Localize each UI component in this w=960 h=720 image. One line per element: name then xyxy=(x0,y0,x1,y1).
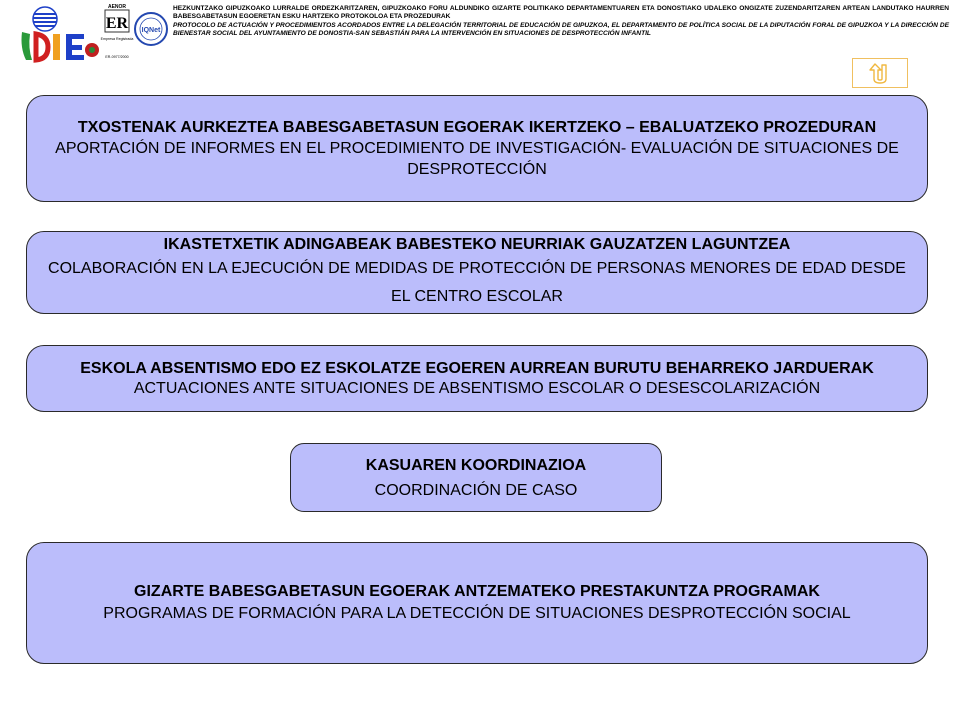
box-title: TXOSTENAK AURKEZTEA BABESGABETASUN EGOERAK IKERTZEKO – EBALUATZEKO PROZEDURAN xyxy=(77,119,877,136)
aenor-caption: Empresa Registrada xyxy=(100,37,134,41)
aenor-mark-text: ER xyxy=(105,15,129,32)
box-absentismo-escolar[interactable] xyxy=(26,345,928,412)
return-arrow-icon xyxy=(867,61,893,85)
box-subtitle: ACTUACIONES ANTE SITUACIONES DE ABSENTISMO ESCOLAR O DESESCOLARIZACIÓN xyxy=(133,379,821,397)
box-medidas-proteccion[interactable] xyxy=(26,231,928,314)
iqnet-logo xyxy=(134,12,168,46)
box-title: ESKOLA ABSENTISMO EDO EZ ESKOLATZE EGOEREN AURREAN BURUTU BEHARREKO JARDUERAK xyxy=(80,359,874,377)
box-title: IKASTETXETIK ADINGABEAK BABESTEKO NEURRIAK GAUZATZEN LAGUNTZEA xyxy=(163,236,791,253)
aenor-logo xyxy=(100,2,134,60)
box-title: KASUAREN KOORDINAZIOA xyxy=(365,456,587,474)
iqnet-text: IQNet xyxy=(141,27,161,34)
box-programas-formacion[interactable] xyxy=(26,542,928,664)
header-text xyxy=(173,5,949,39)
box-subtitle: APORTACIÓN DE INFORMES EN EL PROCEDIMIENTO DE INVESTIGACIÓN- EVALUACIÓN DE SITUACIONES DE DESPROTECCIÓN xyxy=(55,140,899,178)
box-title: GIZARTE BABESGABETASUN EGOERAK ANTZEMATEKO PRESTAKUNTZA PROGRAMAK xyxy=(134,583,820,600)
page-header xyxy=(0,0,960,62)
back-button[interactable] xyxy=(852,58,908,88)
box-subtitle: COLABORACIÓN EN LA EJECUCIÓN DE MEDIDAS DE PROTECCIÓN DE PERSONAS MENORES DE EDAD DESDE EL CENTRO ESCOLAR xyxy=(48,260,906,305)
box-coordinacion-caso[interactable] xyxy=(290,443,662,512)
die-logo xyxy=(18,4,100,64)
box-subtitle: PROGRAMAS DE FORMACIÓN PARA LA DETECCIÓN DE SITUACIONES DESPROTECCIÓN SOCIAL xyxy=(103,605,851,622)
aenor-number: ER-0977/2000 xyxy=(105,55,129,59)
aenor-top-text: AENOR xyxy=(107,4,127,10)
box-informes-procedimiento[interactable] xyxy=(26,95,928,202)
header-text-spanish: PROTOCOLO DE ACTUACIÓN Y PROCEDIMIENTOS ACORDADOS ENTRE LA DELEGACIÓN TERRITORIAL DE EDUCACIÓN DE GIPUZKOA, EL DEPARTAMENTO DE POLÍTICA SOCIAL DE LA DIPUTACIÓN FORAL DE GIPUZKOA Y LA DIRECCIÓN DE BIENESTAR SOCIAL DEL AYUNTAMIENTO DE DONOSTIA-SAN SEBASTIÁN PARA LA INTERVENCIÓN EN SITUACIONES DE DESPROTECCIÓN INFANTIL xyxy=(173,21,949,38)
box-subtitle: COORDINACIÓN DE CASO xyxy=(374,481,578,499)
header-text-basque: HEZKUNTZAKO GIPUZKOAKO LURRALDE ORDEZKARITZAREN, GIPUZKOAKO FORU ALDUNDIKO GIZARTE POLITIKAKO DEPARTAMENTUAREN ETA DONOSTIAKO UDALEKO ONGIZATE ZUZENDARITZAREN ARTEAN LANDUTAKO HAURREN BABESGABETASUN EGOERETAN ESKU HARTZEKO PROTOKOLOA ETA PROZEDURAK xyxy=(173,5,949,21)
